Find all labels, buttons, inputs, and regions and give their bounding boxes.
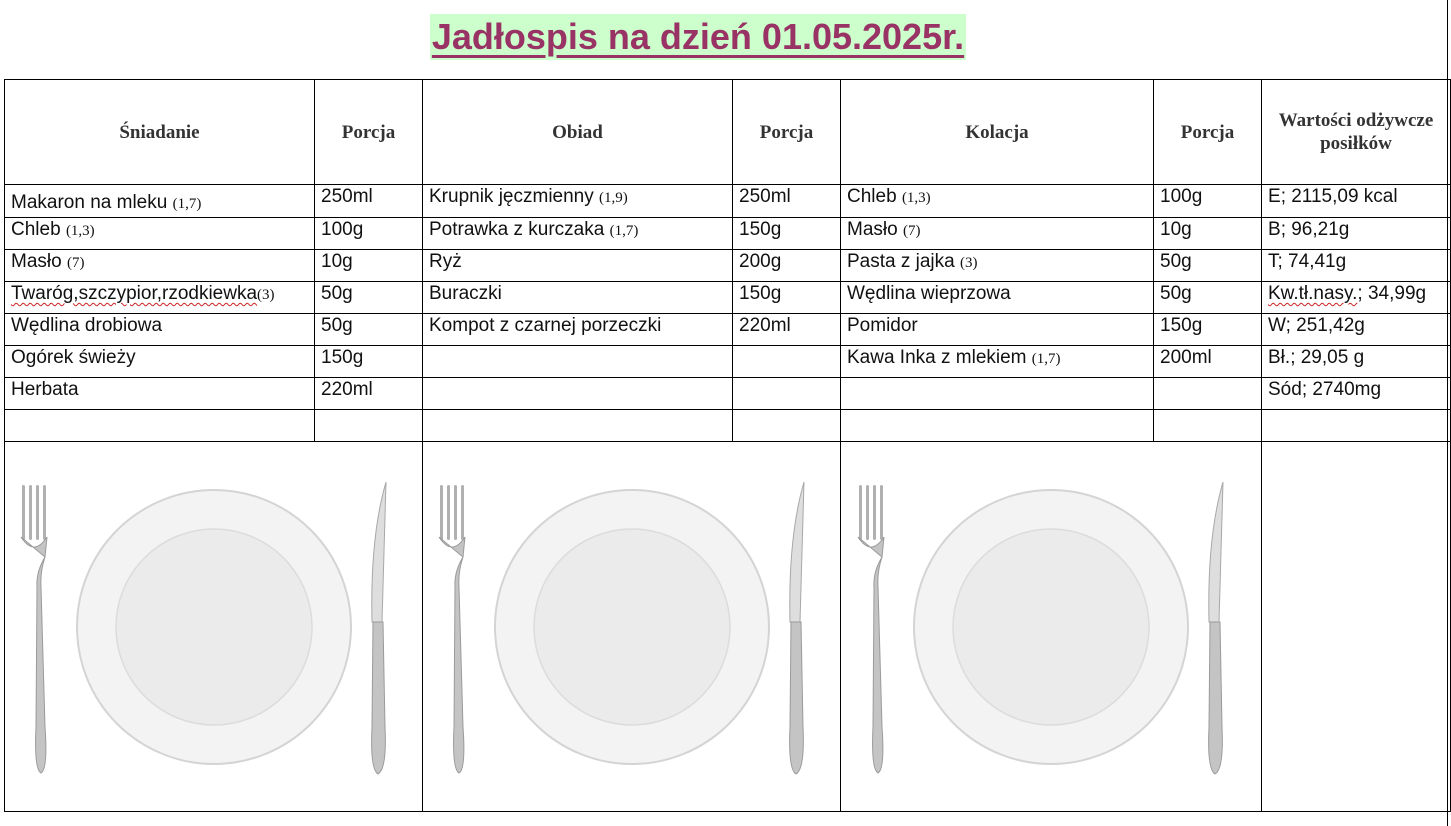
table-row	[5, 346, 1451, 378]
dish-name: Herbata	[11, 379, 79, 400]
breakfast-portion: 150g	[315, 346, 423, 378]
dinner-setting-cell	[841, 442, 1262, 812]
nutrient-label: Kw.tł.nasy.	[1268, 283, 1358, 304]
header-portion: Porcja	[733, 80, 841, 185]
lunch-item	[423, 378, 733, 410]
nutrition-value	[1262, 250, 1451, 282]
breakfast-portion: 10g	[315, 250, 423, 282]
dinner-portion: 50g	[1154, 282, 1262, 314]
table-settings-row	[5, 442, 1451, 812]
breakfast-item	[5, 314, 315, 346]
breakfast-portion: 220ml	[315, 378, 423, 410]
place-setting	[14, 477, 414, 777]
nutrition-value	[1262, 378, 1451, 410]
table-row	[5, 218, 1451, 250]
dinner-item	[841, 378, 1154, 410]
nutrient-amount: ; 29,05 g	[1290, 347, 1365, 368]
empty-cell	[841, 410, 1154, 442]
dish-name: Wędlina drobiowa	[11, 315, 163, 336]
table-row	[5, 185, 1451, 218]
lunch-portion	[733, 378, 841, 410]
header-lunch: Obiad	[423, 80, 733, 185]
dish-name: Ogórek świeży	[11, 347, 136, 368]
knife-icon	[1209, 482, 1223, 774]
empty-cell	[1262, 410, 1451, 442]
table-row	[5, 410, 1451, 442]
breakfast-item	[5, 218, 315, 250]
empty-cell	[1262, 442, 1451, 812]
nutrition-value	[1262, 282, 1451, 314]
lunch-item	[423, 282, 733, 314]
nutrient-amount: ; 2740mg	[1301, 379, 1382, 400]
nutrient-label: Sód	[1268, 379, 1302, 400]
dish-name: Makaron na mleku	[11, 192, 168, 213]
dinner-item	[841, 218, 1154, 250]
empty-cell	[315, 410, 423, 442]
dinner-portion: 200ml	[1154, 346, 1262, 378]
knife-icon	[371, 482, 385, 774]
allergen-codes: (1,7)	[1031, 351, 1061, 367]
lunch-item	[423, 218, 733, 250]
fork-icon	[858, 485, 884, 773]
table-row	[5, 250, 1451, 282]
lunch-setting-cell	[423, 442, 841, 812]
dish-name: Krupnik jęczmienny	[429, 186, 594, 207]
plate-icon	[77, 490, 351, 764]
breakfast-item	[5, 185, 315, 218]
dinner-item	[841, 282, 1154, 314]
place-setting	[851, 477, 1251, 777]
nutrient-amount: ; 251,42g	[1285, 315, 1365, 336]
dinner-item	[841, 185, 1154, 218]
dish-name: Pomidor	[847, 315, 918, 336]
nutrition-value	[1262, 346, 1451, 378]
lunch-item	[423, 250, 733, 282]
header-portion: Porcja	[1154, 80, 1262, 185]
dinner-item	[841, 250, 1154, 282]
allergen-codes: (3)	[960, 255, 978, 271]
lunch-portion: 150g	[733, 282, 841, 314]
empty-cell	[1154, 410, 1262, 442]
nutrient-label: W	[1268, 315, 1286, 336]
dinner-portion: 50g	[1154, 250, 1262, 282]
dish-name: Kawa Inka z mlekiem	[847, 347, 1027, 368]
nutrition-value	[1262, 185, 1451, 218]
nutrient-label: B	[1268, 219, 1281, 240]
dish-name: Chleb	[847, 186, 897, 207]
header-breakfast: Śniadanie	[5, 80, 315, 185]
dish-name: Twaróg,szczypior,rzodkiewka	[11, 283, 258, 304]
header-portion: Porcja	[315, 80, 423, 185]
allergen-codes: (1,7)	[172, 196, 202, 212]
breakfast-setting-cell	[5, 442, 423, 812]
dish-name: Buraczki	[429, 283, 502, 304]
lunch-portion: 200g	[733, 250, 841, 282]
allergen-codes: (1,7)	[609, 223, 639, 239]
nutrient-label: T	[1268, 251, 1278, 272]
dish-name: Masło	[11, 251, 62, 272]
dinner-item	[841, 346, 1154, 378]
lunch-item	[423, 185, 733, 218]
allergen-codes: (7)	[66, 255, 85, 271]
dinner-portion: 100g	[1154, 185, 1262, 218]
nutrient-amount: ; 2115,09 kcal	[1280, 186, 1398, 207]
allergen-codes: (7)	[902, 223, 921, 239]
plate-icon	[495, 490, 769, 764]
dish-name: Kompot z czarnej porzeczki	[429, 315, 662, 336]
header-row	[5, 80, 1451, 185]
menu-table	[4, 79, 1451, 812]
place-setting	[432, 477, 832, 777]
nutrient-amount: ; 74,41g	[1277, 251, 1347, 272]
nutrient-amount: ; 34,99g	[1357, 283, 1427, 304]
breakfast-item	[5, 282, 315, 314]
lunch-item	[423, 314, 733, 346]
lunch-portion: 250ml	[733, 185, 841, 218]
nutrient-amount: ; 96,21g	[1280, 219, 1350, 240]
plate-icon	[914, 490, 1188, 764]
dinner-portion	[1154, 378, 1262, 410]
allergen-codes: (3)	[257, 287, 275, 303]
breakfast-portion: 250ml	[315, 185, 423, 218]
knife-icon	[789, 482, 803, 774]
nutrition-value	[1262, 218, 1451, 250]
dish-name: Chleb	[11, 219, 61, 240]
menu-title: Jadłospis na dzień 01.05.2025r.	[430, 14, 966, 60]
breakfast-portion: 50g	[315, 282, 423, 314]
empty-cell	[423, 410, 733, 442]
dish-name: Wędlina wieprzowa	[847, 283, 1011, 304]
fork-icon	[439, 485, 465, 773]
empty-cell	[5, 410, 315, 442]
title-container	[0, 14, 1396, 60]
lunch-item	[423, 346, 733, 378]
header-nutrition: Wartości odżywcze posiłków	[1262, 80, 1451, 185]
table-row	[5, 314, 1451, 346]
dinner-portion: 150g	[1154, 314, 1262, 346]
lunch-portion: 150g	[733, 218, 841, 250]
dish-name: Masło	[847, 219, 898, 240]
nutrition-value	[1262, 314, 1451, 346]
breakfast-portion: 50g	[315, 314, 423, 346]
dinner-portion: 10g	[1154, 218, 1262, 250]
breakfast-item	[5, 250, 315, 282]
dish-name: Potrawka z kurczaka	[429, 219, 605, 240]
allergen-codes: (1,3)	[901, 190, 931, 206]
dish-name: Pasta z jajka	[847, 251, 955, 272]
allergen-codes: (1,9)	[599, 190, 628, 206]
nutrient-label: E	[1268, 186, 1281, 207]
lunch-portion	[733, 346, 841, 378]
nutrient-label: Bł.	[1268, 347, 1291, 368]
dinner-item	[841, 314, 1154, 346]
breakfast-item	[5, 346, 315, 378]
breakfast-item	[5, 378, 315, 410]
dish-name: Ryż	[429, 251, 462, 272]
empty-cell	[733, 410, 841, 442]
lunch-portion: 220ml	[733, 314, 841, 346]
fork-icon	[21, 485, 47, 773]
header-dinner: Kolacja	[841, 80, 1154, 185]
breakfast-portion: 100g	[315, 218, 423, 250]
table-row	[5, 378, 1451, 410]
table-row	[5, 282, 1451, 314]
allergen-codes: (1,3)	[65, 223, 95, 239]
